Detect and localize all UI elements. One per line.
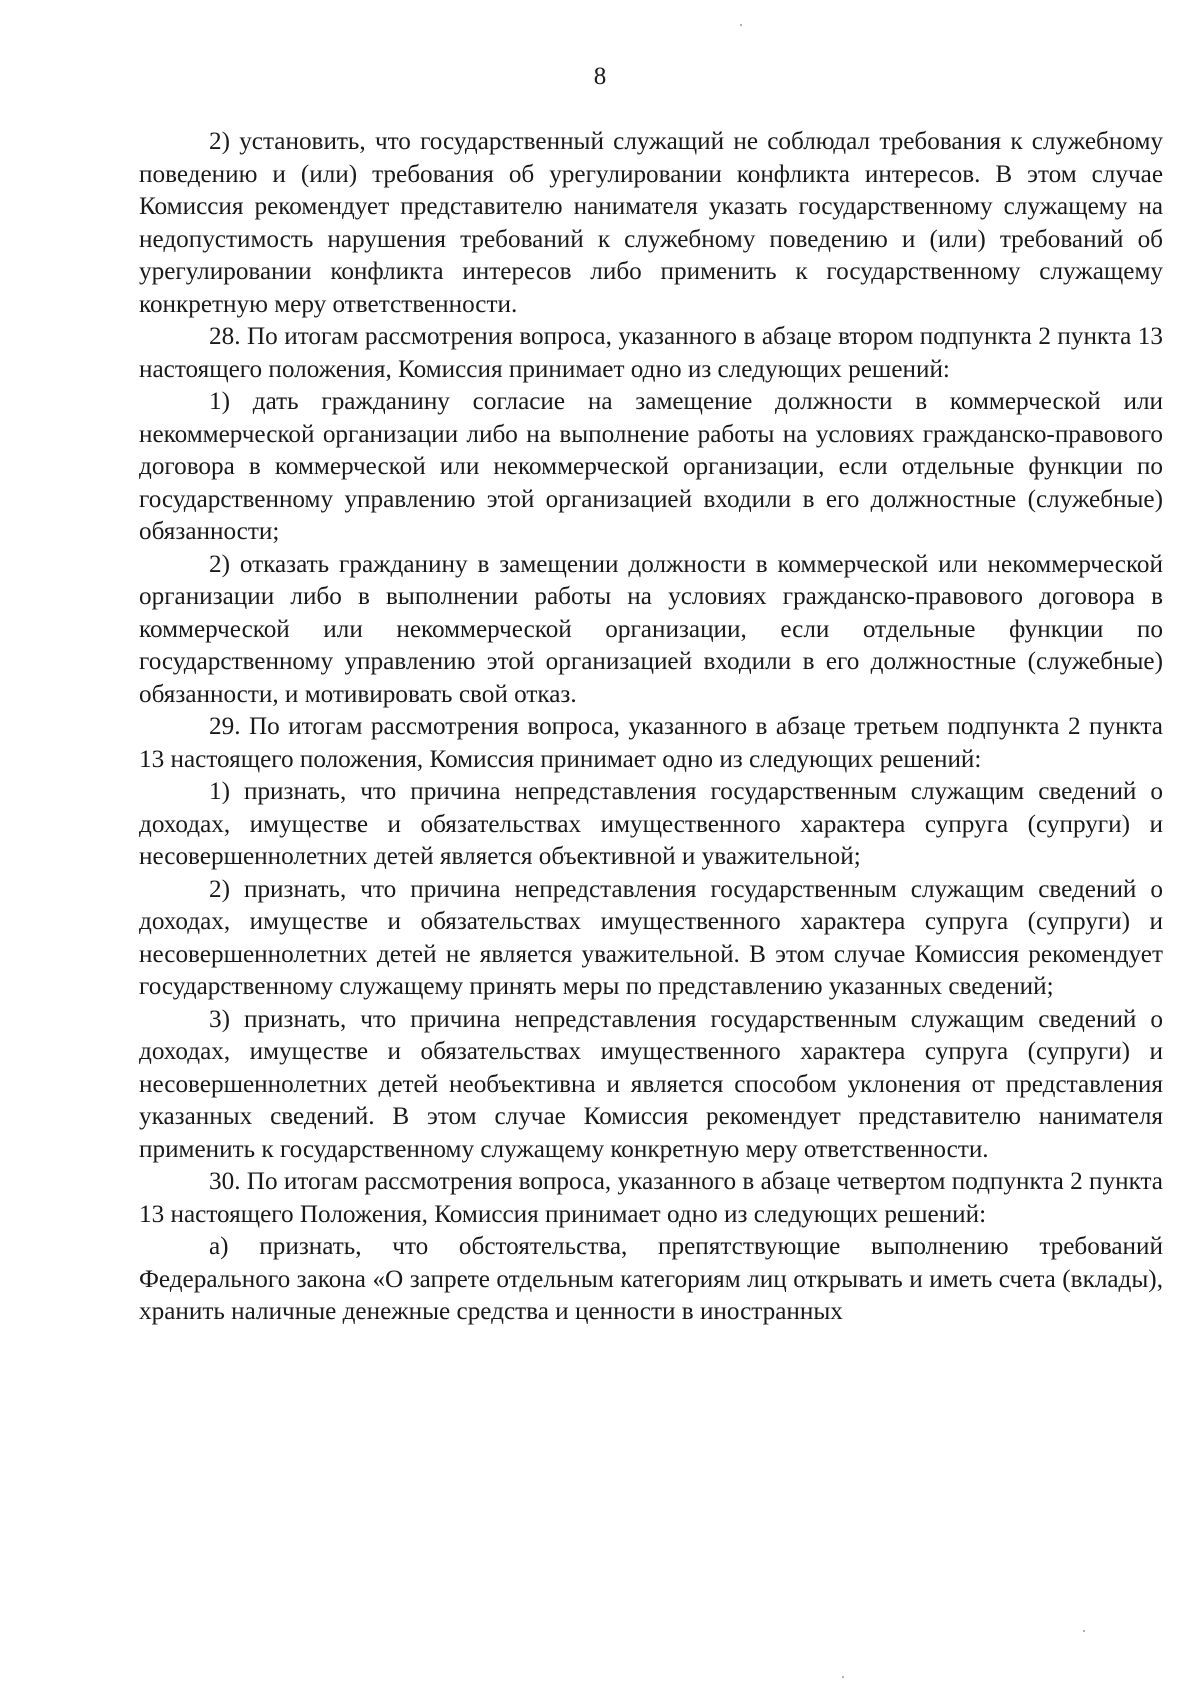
scan-speck <box>1083 1630 1085 1632</box>
paragraph-29-intro: 29. По итогам рассмотрения вопроса, указанного в абзаце третьем подпункта 2 пункта 13 настоящего положения, Комиссия принимает одно из следующих решений: <box>139 713 1163 773</box>
paragraph-29-item-2: 2) признать, что причина непредставления государственным служащим сведений о доходах, имуществе и обязательствах имущественного характера супруга (супруги) и несовершеннолетних детей не является уважительной. В этом случае Комиссия рекомендует государственному служащему принять меры по представлению указанных сведений; <box>139 875 1163 1000</box>
page-number: 8 <box>593 63 607 90</box>
scan-speck <box>740 24 742 26</box>
paragraph-30-item-a: а) признать, что обстоятельства, препятствующие выполнению требований Федерального закона «О запрете отдельным категориям лиц открывать и иметь счета (вклады), хранить наличные денежные средства и ценности в иностранных <box>139 1233 1163 1325</box>
scan-speck <box>842 1676 844 1678</box>
paragraph-29-item-1: 1) признать, что причина непредставления государственным служащим сведений о доходах, имуществе и обязательствах имущественного характера супруга (супруги) и несовершеннолетних детей является объективной и уважительной; <box>139 778 1163 870</box>
paragraph-27-item-2: 2) установить, что государственный служащий не соблюдал требования к служебному поведению и (или) требования об урегулировании конфликта интересов. В этом случае Комиссия рекомендует представителю нанимателя указать государственному служащему на недопустимость нарушения требований к служебному поведению и (или) требований об урегулировании конфликта интересов либо применить к государственному служащему конкретную меру ответственности. <box>139 128 1163 318</box>
paragraph-30-intro: 30. По итогам рассмотрения вопроса, указанного в абзаце четвертом подпункта 2 пункта 13 настоящего Положения, Комиссия принимает одно из следующих решений: <box>139 1168 1163 1228</box>
paragraph-28-item-1: 1) дать гражданину согласие на замещение должности в коммерческой или некоммерческой организации либо на выполнение работы на условиях гражданско-правового договора в коммерческой или некоммерческой организации, если отдельные функции по государственному управлению этой организацией входили в его должностные (служебные) обязанности; <box>139 388 1163 545</box>
document-body <box>139 126 1163 1329</box>
paragraph-28-intro: 28. По итогам рассмотрения вопроса, указанного в абзаце втором подпункта 2 пункта 13 настоящего положения, Комиссия принимает одно из следующих решений: <box>139 323 1163 383</box>
paragraph-29-item-3: 3) признать, что причина непредставления государственным служащим сведений о доходах, имуществе и обязательствах имущественного характера супруга (супруги) и несовершеннолетних детей необъективна и является способом уклонения от представления указанных сведений. В этом случае Комиссия рекомендует представителю нанимателя применить к государственному служащему конкретную меру ответственности. <box>139 1005 1163 1163</box>
paragraph-28-item-2: 2) отказать гражданину в замещении должности в коммерческой или некоммерческой организации либо в выполнении работы на условиях гражданско-правового договора в коммерческой или некоммерческой организации, если отдельные функции по государственному управлению этой организацией входили в его должностные (служебные) обязанности, и мотивировать свой отказ. <box>139 550 1163 708</box>
